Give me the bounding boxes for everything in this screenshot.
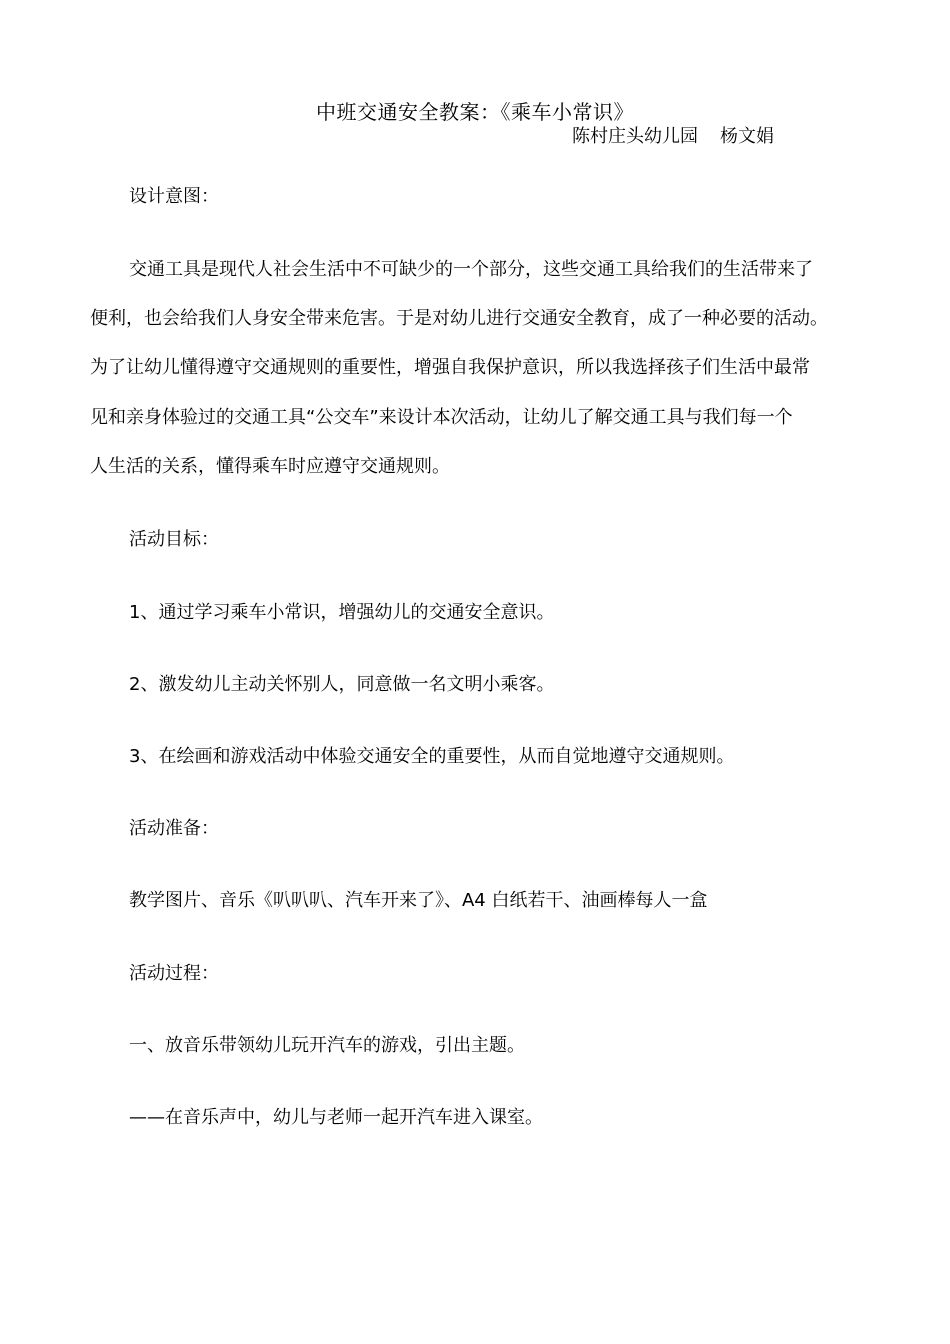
goal-item-2: 2、激发幼儿主动关怀别人，同意做一名文明小乘客。 bbox=[129, 674, 555, 695]
author-school: 陈村庄头幼儿园 bbox=[572, 126, 698, 147]
design-heading: 设计意图： bbox=[129, 186, 219, 207]
author-name: 杨文娟 bbox=[720, 126, 774, 147]
goal-item-3: 3、在绘画和游戏活动中体验交通安全的重要性，从而自觉地遵守交通规则。 bbox=[129, 746, 735, 767]
prep-text: 教学图片、音乐《叭叭叭、汽车开来了》、A4 白纸若干、油画棒每人一盒 bbox=[129, 890, 708, 911]
design-paragraph-line-2: 便利，也会给我们人身安全带来危害。于是对幼儿进行交通安全教育，成了一种必要的活动。 bbox=[90, 308, 828, 329]
design-paragraph-line-4: 见和亲身体验过的交通工具“公交车”来设计本次活动，让幼儿了解交通工具与我们每一个 bbox=[90, 407, 793, 428]
goal-item-1: 1、通过学习乘车小常识，增强幼儿的交通安全意识。 bbox=[129, 602, 555, 623]
goals-heading: 活动目标： bbox=[129, 529, 219, 550]
process-step-1-detail: ——在音乐声中，幼儿与老师一起开汽车进入课室。 bbox=[129, 1107, 543, 1128]
prep-heading: 活动准备： bbox=[129, 818, 219, 839]
design-paragraph-line-3: 为了让幼儿懂得遵守交通规则的重要性，增强自我保护意识，所以我选择孩子们生活中最常 bbox=[90, 357, 810, 378]
process-heading: 活动过程： bbox=[129, 963, 219, 984]
process-step-1: 一、放音乐带领幼儿玩开汽车的游戏，引出主题。 bbox=[129, 1035, 525, 1056]
document-title: 中班交通安全教案：《乘车小常识》 bbox=[316, 100, 634, 124]
author-line bbox=[572, 124, 774, 150]
design-paragraph-line-5: 人生活的关系，懂得乘车时应遵守交通规则。 bbox=[90, 456, 450, 477]
design-paragraph-line-1: 交通工具是现代人社会生活中不可缺少的一个部分，这些交通工具给我们的生活带来了 bbox=[129, 259, 813, 280]
